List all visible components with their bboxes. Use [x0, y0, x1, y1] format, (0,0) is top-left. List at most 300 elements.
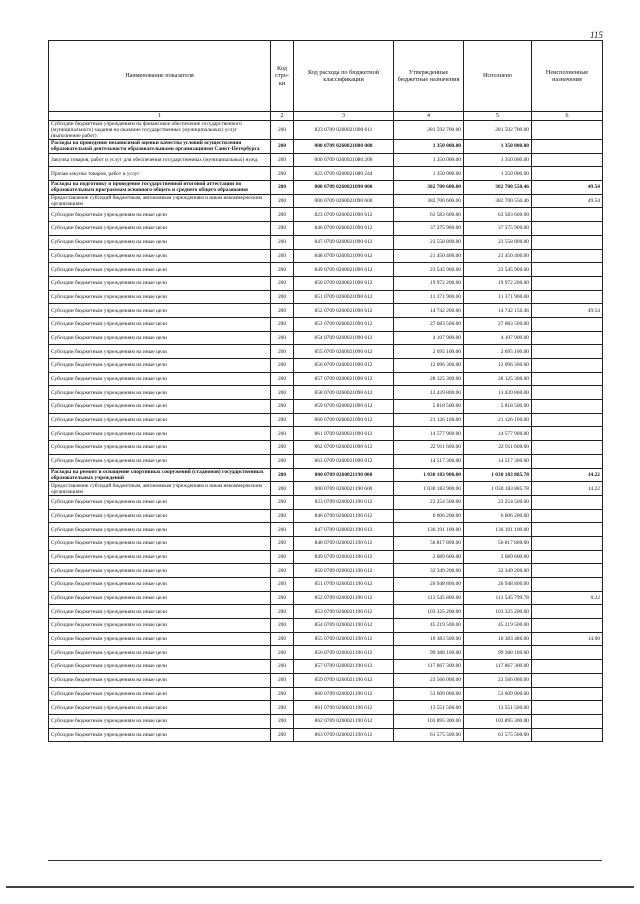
row-executed: 103 325 200.00 [464, 605, 532, 619]
table-row [49, 441, 603, 455]
row-approved: 14 742 200.00 [394, 304, 464, 318]
table-row [49, 276, 603, 290]
row-approved: 1 030 183 900.00 [394, 468, 464, 482]
row-unexecuted [532, 167, 603, 181]
row-line-code: 200 [271, 208, 294, 222]
row-executed: 14 742 150.46 [464, 304, 532, 318]
row-name: Субсидии бюджетным учреждениям на иные цели [49, 304, 271, 318]
row-unexecuted [532, 331, 603, 345]
row-executed: 281 592 700.00 [464, 121, 532, 140]
row-line-code: 200 [271, 222, 294, 236]
row-line-code: 200 [271, 714, 294, 728]
row-approved: 19 972 200.00 [394, 276, 464, 290]
row-executed: 6 006 200.00 [464, 509, 532, 523]
row-unexecuted [532, 386, 603, 400]
table-row [49, 400, 603, 414]
row-line-code: 200 [271, 304, 294, 318]
row-unexecuted [532, 413, 603, 427]
page-number: 115 [590, 30, 603, 40]
row-executed: 23 545 900.00 [464, 263, 532, 277]
row-name: Субсидии бюджетным учреждениям на иные цели [49, 550, 271, 564]
row-executed: 13 551 500.00 [464, 701, 532, 715]
row-line-code: 200 [271, 536, 294, 550]
row-executed: 13 439 800.00 [464, 386, 532, 400]
row-budget-code: 849 0709 0260021190 612 [294, 550, 394, 564]
row-budget-code: 000 0709 0260021190 000 [294, 468, 394, 482]
table-row [49, 290, 603, 304]
row-name: Субсидии бюджетным учреждениям на иные цели [49, 591, 271, 605]
row-executed: 117 867 300.00 [464, 660, 532, 674]
row-name: Субсидии бюджетным учреждениям на иные цели [49, 660, 271, 674]
table-row [49, 359, 603, 373]
row-line-code: 200 [271, 153, 294, 167]
row-unexecuted [532, 687, 603, 701]
row-budget-code: 000 0709 0260021190 600 [294, 482, 394, 496]
row-line-code: 200 [271, 646, 294, 660]
table-row [49, 167, 603, 181]
row-approved: 23 558 800.00 [394, 235, 464, 249]
footer-rule [6, 886, 634, 888]
row-name: Субсидии бюджетным учреждениям на иные цели [49, 208, 271, 222]
row-approved: 45 219 500.00 [394, 619, 464, 633]
row-unexecuted: 0.22 [532, 591, 603, 605]
table-row [49, 331, 603, 345]
table-row [49, 317, 603, 331]
row-name: Расходы на подготовку и проведение государственной итоговой аттестации по образовательным программам основного общего и среднего общего образования [49, 181, 271, 195]
row-line-code: 200 [271, 181, 294, 195]
row-executed: 382 700 550.46 [464, 194, 532, 208]
row-budget-code: 847 0709 0260021090 612 [294, 235, 394, 249]
table-row [49, 386, 603, 400]
row-line-code: 200 [271, 509, 294, 523]
row-line-code: 200 [271, 400, 294, 414]
column-number: 3 [294, 112, 394, 121]
row-approved: 13 551 500.00 [394, 701, 464, 715]
row-approved: 53 609 000.00 [394, 687, 464, 701]
row-executed: 103 895 300.00 [464, 714, 532, 728]
row-name: Субсидии бюджетным учреждениям на иные цели [49, 687, 271, 701]
row-approved: 11 371 900.00 [394, 290, 464, 304]
row-unexecuted [532, 427, 603, 441]
table-row [49, 140, 603, 154]
column-number: 5 [464, 112, 532, 121]
row-budget-code: 849 0709 0260021090 612 [294, 263, 394, 277]
row-line-code: 200 [271, 317, 294, 331]
row-executed: 14 577 900.00 [464, 427, 532, 441]
row-line-code: 200 [271, 345, 294, 359]
row-approved: 63 583 600.00 [394, 208, 464, 222]
row-approved: 28 125 300.00 [394, 372, 464, 386]
row-unexecuted [532, 605, 603, 619]
row-line-code: 200 [271, 728, 294, 742]
row-name: Субсидии бюджетным учреждениям на иные цели [49, 714, 271, 728]
row-unexecuted [532, 372, 603, 386]
row-executed: 26 948 800.00 [464, 578, 532, 592]
row-name: Субсидии бюджетным учреждениям на иные цели [49, 605, 271, 619]
table-row [49, 687, 603, 701]
row-unexecuted [532, 249, 603, 263]
row-unexecuted [532, 400, 603, 414]
row-line-code: 200 [271, 290, 294, 304]
row-name: Субсидии бюджетным учреждениям на иные цели [49, 386, 271, 400]
table-row [49, 523, 603, 537]
row-name: Субсидии бюджетным учреждениям на иные цели [49, 345, 271, 359]
row-line-code: 200 [271, 276, 294, 290]
table-row [49, 345, 603, 359]
table-row [49, 564, 603, 578]
row-approved: 103 325 200.00 [394, 605, 464, 619]
row-approved: 4 107 900.00 [394, 331, 464, 345]
row-executed: 1 350 000.00 [464, 140, 532, 154]
table-row [49, 673, 603, 687]
row-line-code: 200 [271, 591, 294, 605]
row-budget-code: 858 0709 0260021090 612 [294, 386, 394, 400]
row-executed: 27 683 500.00 [464, 317, 532, 331]
row-line-code: 200 [271, 632, 294, 646]
column-number-row [49, 112, 603, 121]
row-executed: 10 383 486.00 [464, 632, 532, 646]
row-budget-code: 863 0709 0260021190 612 [294, 728, 394, 742]
row-approved: 2 689 600.00 [394, 550, 464, 564]
row-approved: 12 096 300.00 [394, 359, 464, 373]
row-approved: 61 575 500.00 [394, 728, 464, 742]
row-name: Субсидии бюджетным учреждениям на иные цели [49, 728, 271, 742]
row-executed: 2 689 600.00 [464, 550, 532, 564]
row-budget-code: 851 0709 0260021190 612 [294, 578, 394, 592]
row-executed: 1 030 183 885.78 [464, 482, 532, 496]
row-unexecuted [532, 564, 603, 578]
row-line-code: 200 [271, 167, 294, 181]
row-budget-code: 861 0709 0260021090 612 [294, 427, 394, 441]
row-name: Субсидии бюджетным учреждениям на иные цели [49, 235, 271, 249]
row-executed: 63 583 600.00 [464, 208, 532, 222]
row-unexecuted [532, 495, 603, 509]
row-name: Субсидии бюджетным учреждениям на иные цели [49, 509, 271, 523]
table-row [49, 591, 603, 605]
row-approved: 23 566 000.00 [394, 673, 464, 687]
row-executed: 28 125 300.00 [464, 372, 532, 386]
row-approved: 103 895 300.00 [394, 714, 464, 728]
row-unexecuted [532, 222, 603, 236]
row-name: Субсидии бюджетным учреждениям на иные цели [49, 632, 271, 646]
row-approved: 56 817 800.00 [394, 536, 464, 550]
row-approved: 382 700 600.00 [394, 181, 464, 195]
row-executed: 1 030 183 885.78 [464, 468, 532, 482]
row-executed: 22 911 600.00 [464, 441, 532, 455]
row-approved: 10 383 500.00 [394, 632, 464, 646]
row-budget-code: 848 0709 0260021090 612 [294, 249, 394, 263]
row-budget-code: 856 0709 0260021090 612 [294, 359, 394, 373]
row-executed: 56 817 800.00 [464, 536, 532, 550]
row-budget-code: 857 0709 0260021090 612 [294, 372, 394, 386]
row-approved: 117 867 300.00 [394, 660, 464, 674]
row-approved: 1 350 000.00 [394, 140, 464, 154]
row-budget-code: 848 0709 0260021190 612 [294, 536, 394, 550]
row-name: Расходы на ремонт и оснащение спортивных сооружений (стадионов) государственных образовательных учреждений [49, 468, 271, 482]
column-number: 6 [532, 112, 603, 121]
row-unexecuted [532, 523, 603, 537]
row-unexecuted [532, 345, 603, 359]
table-row [49, 249, 603, 263]
row-approved: 1 350 000.00 [394, 153, 464, 167]
row-name: Субсидии бюджетным учреждениям на иные цели [49, 359, 271, 373]
row-line-code: 200 [271, 523, 294, 537]
row-unexecuted: 14.22 [532, 468, 603, 482]
row-executed: 21 126 100.00 [464, 413, 532, 427]
row-approved: 1 350 000.00 [394, 167, 464, 181]
row-approved: 382 700 600.00 [394, 194, 464, 208]
row-budget-code: 860 0709 0260021090 612 [294, 413, 394, 427]
row-unexecuted: 49.54 [532, 194, 603, 208]
row-budget-code: 846 0709 0260021190 612 [294, 509, 394, 523]
row-approved: 14 577 900.00 [394, 427, 464, 441]
row-budget-code: 861 0709 0260021190 612 [294, 701, 394, 715]
row-unexecuted [532, 276, 603, 290]
row-executed: 5 818 500.00 [464, 400, 532, 414]
row-name: Субсидии бюджетным учреждениям на иные цели [49, 523, 271, 537]
row-executed: 32 349 200.00 [464, 564, 532, 578]
row-approved: 32 349 200.00 [394, 564, 464, 578]
row-name: Субсидии бюджетным учреждениям на иные цели [49, 619, 271, 633]
row-unexecuted [532, 660, 603, 674]
row-name: Субсидии бюджетным учреждениям на иные цели [49, 222, 271, 236]
row-line-code: 200 [271, 386, 294, 400]
row-line-code: 200 [271, 331, 294, 345]
row-name: Предоставление субсидий бюджетным, автономным учреждениям и иным некоммерческим организациям [49, 482, 271, 496]
row-name: Субсидии бюджетным учреждениям на иные цели [49, 276, 271, 290]
row-budget-code: 852 0709 0260021090 612 [294, 304, 394, 318]
table-row [49, 482, 603, 496]
column-number: 2 [271, 112, 294, 121]
row-budget-code: 823 0709 0260021080 244 [294, 167, 394, 181]
table-row [49, 208, 603, 222]
row-unexecuted [532, 701, 603, 715]
row-unexecuted: 14.00 [532, 632, 603, 646]
row-name: Предоставление субсидий бюджетным, автономным учреждениям и иным некоммерческим организациям [49, 194, 271, 208]
row-unexecuted [532, 208, 603, 222]
row-budget-code: 850 0709 0260021190 612 [294, 564, 394, 578]
row-executed: 45 219 500.00 [464, 619, 532, 633]
table-row [49, 372, 603, 386]
budget-execution-table [48, 40, 603, 742]
row-budget-code: 851 0709 0260021090 612 [294, 290, 394, 304]
row-name: Субсидии бюджетным учреждениям на иные цели [49, 646, 271, 660]
row-executed: 53 609 000.00 [464, 687, 532, 701]
row-name: Субсидии бюджетным учреждениям на иные цели [49, 317, 271, 331]
row-line-code: 200 [271, 249, 294, 263]
table-row [49, 468, 603, 482]
row-executed: 1 350 000.00 [464, 153, 532, 167]
table-row [49, 536, 603, 550]
row-executed: 12 096 300.00 [464, 359, 532, 373]
row-unexecuted [532, 578, 603, 592]
row-budget-code: 000 0709 0260021080 000 [294, 140, 394, 154]
row-line-code: 200 [271, 578, 294, 592]
row-approved: 2 695 100.00 [394, 345, 464, 359]
row-budget-code: 847 0709 0260021190 612 [294, 523, 394, 537]
row-approved: 113 545 800.00 [394, 591, 464, 605]
table-row [49, 222, 603, 236]
table-row [49, 701, 603, 715]
row-approved: 5 818 500.00 [394, 400, 464, 414]
bottom-rule [48, 860, 602, 861]
row-name: Субсидии бюджетным учреждениям на иные цели [49, 372, 271, 386]
row-unexecuted: 49.54 [532, 304, 603, 318]
row-line-code: 200 [271, 359, 294, 373]
row-unexecuted [532, 290, 603, 304]
table-row [49, 509, 603, 523]
row-name: Субсидии бюджетным учреждениям на иные цели [49, 441, 271, 455]
row-executed: 99 388 100.00 [464, 646, 532, 660]
row-line-code: 200 [271, 235, 294, 249]
row-name: Субсидии бюджетным учреждениям на иные цели [49, 263, 271, 277]
row-budget-code: 862 0709 0260021090 612 [294, 441, 394, 455]
row-name: Субсидии бюджетным учреждениям на иные цели [49, 413, 271, 427]
row-unexecuted [532, 441, 603, 455]
row-unexecuted [532, 728, 603, 742]
row-budget-code: 853 0709 0260021090 612 [294, 317, 394, 331]
row-line-code: 200 [271, 140, 294, 154]
row-line-code: 200 [271, 372, 294, 386]
row-line-code: 200 [271, 673, 294, 687]
table-row [49, 263, 603, 277]
row-budget-code: 853 0709 0260021190 612 [294, 605, 394, 619]
row-line-code: 200 [271, 687, 294, 701]
row-unexecuted [532, 140, 603, 154]
row-approved: 22 911 600.00 [394, 441, 464, 455]
row-budget-code: 846 0709 0260021090 612 [294, 222, 394, 236]
row-line-code: 200 [271, 454, 294, 468]
row-executed: 136 191 100.00 [464, 523, 532, 537]
row-unexecuted: 49.54 [532, 181, 603, 195]
row-budget-code: 823 0709 0260021090 612 [294, 208, 394, 222]
row-unexecuted [532, 263, 603, 277]
row-line-code: 200 [271, 263, 294, 277]
row-name: Субсидии бюджетным учреждениям на иные цели [49, 400, 271, 414]
table-row [49, 660, 603, 674]
row-approved: 136 191 100.00 [394, 523, 464, 537]
row-approved: 99 388 100.00 [394, 646, 464, 660]
header-row [49, 41, 603, 112]
table-body [49, 121, 603, 742]
header-executed: Исполнено [464, 41, 532, 112]
row-unexecuted [532, 673, 603, 687]
row-budget-code: 823 0709 0260021190 612 [294, 495, 394, 509]
table-row [49, 153, 603, 167]
table-row [49, 194, 603, 208]
header-line-code: Код стро-ки [271, 41, 294, 112]
row-name: Субсидии бюджетным учреждениям на иные цели [49, 290, 271, 304]
table-row [49, 121, 603, 140]
row-unexecuted [532, 454, 603, 468]
row-budget-code: 860 0709 0260021190 612 [294, 687, 394, 701]
row-executed: 23 566 000.00 [464, 673, 532, 687]
row-executed: 23 558 800.00 [464, 235, 532, 249]
row-line-code: 200 [271, 121, 294, 140]
table-row [49, 427, 603, 441]
row-executed: 382 700 550.46 [464, 181, 532, 195]
row-line-code: 200 [271, 194, 294, 208]
row-name: Субсидии бюджетным учреждениям на иные цели [49, 701, 271, 715]
header-approved: Утвержденные бюджетные назначения [394, 41, 464, 112]
table-row [49, 454, 603, 468]
row-executed: 61 575 500.00 [464, 728, 532, 742]
row-approved: 21 126 100.00 [394, 413, 464, 427]
row-unexecuted: 14.22 [532, 482, 603, 496]
row-budget-code: 854 0709 0260021090 612 [294, 331, 394, 345]
row-executed: 19 972 200.00 [464, 276, 532, 290]
row-name: Субсидии бюджетным учреждениям на финансовое обеспечение государственного (муниципального) задания на оказание государственных (муниципальных) услуг (выполнение работ) [49, 121, 271, 140]
row-approved: 281 592 700.00 [394, 121, 464, 140]
row-name: Субсидии бюджетным учреждениям на иные цели [49, 249, 271, 263]
row-name: Субсидии бюджетным учреждениям на иные цели [49, 495, 271, 509]
table-row [49, 632, 603, 646]
row-budget-code: 852 0709 0260021190 612 [294, 591, 394, 605]
header-indicator-name: Наименование показателя [49, 41, 271, 112]
row-unexecuted [532, 235, 603, 249]
row-executed: 11 371 900.00 [464, 290, 532, 304]
row-approved: 13 439 800.00 [394, 386, 464, 400]
row-budget-code: 000 0709 0260021090 600 [294, 194, 394, 208]
table-row [49, 605, 603, 619]
row-name: Расходы на проведение независимой оценки качества условий осуществления образовательной деятельности образовательными организациями Санкт-Петербурга [49, 140, 271, 154]
row-approved: 21 450 400.00 [394, 249, 464, 263]
row-budget-code: 000 0709 0260021090 000 [294, 181, 394, 195]
row-approved: 23 254 500.00 [394, 495, 464, 509]
row-name: Субсидии бюджетным учреждениям на иные цели [49, 454, 271, 468]
row-budget-code: 859 0709 0260021190 612 [294, 673, 394, 687]
row-name: Субсидии бюджетным учреждениям на иные цели [49, 331, 271, 345]
row-unexecuted [532, 121, 603, 140]
row-executed: 113 545 799.78 [464, 591, 532, 605]
row-unexecuted [532, 536, 603, 550]
table-row [49, 646, 603, 660]
table-row [49, 578, 603, 592]
table-row [49, 235, 603, 249]
row-unexecuted [532, 550, 603, 564]
column-number: 1 [49, 112, 271, 121]
table-row [49, 619, 603, 633]
row-budget-code: 823 0709 0260021000 611 [294, 121, 394, 140]
row-unexecuted [532, 619, 603, 633]
table-row [49, 413, 603, 427]
row-name: Субсидии бюджетным учреждениям на иные цели [49, 673, 271, 687]
row-line-code: 200 [271, 701, 294, 715]
header-budget-code: Код расхода по бюджетной классификации [294, 41, 394, 112]
row-name: Прочая закупка товаров, работ и услуг [49, 167, 271, 181]
row-executed: 23 254 500.00 [464, 495, 532, 509]
row-budget-code: 855 0709 0260021190 612 [294, 632, 394, 646]
row-name: Субсидии бюджетным учреждениям на иные цели [49, 564, 271, 578]
row-budget-code: 000 0709 0260021080 200 [294, 153, 394, 167]
row-line-code: 200 [271, 468, 294, 482]
table-row [49, 304, 603, 318]
row-name: Субсидии бюджетным учреждениям на иные цели [49, 578, 271, 592]
row-approved: 23 545 900.00 [394, 263, 464, 277]
row-executed: 2 695 100.00 [464, 345, 532, 359]
row-line-code: 200 [271, 441, 294, 455]
row-executed: 14 517 300.00 [464, 454, 532, 468]
row-approved: 27 683 500.00 [394, 317, 464, 331]
row-unexecuted [532, 359, 603, 373]
table-row [49, 495, 603, 509]
row-unexecuted [532, 509, 603, 523]
row-budget-code: 856 0709 0260021190 612 [294, 646, 394, 660]
row-line-code: 200 [271, 550, 294, 564]
row-budget-code: 859 0709 0260021090 612 [294, 400, 394, 414]
row-name: Субсидии бюджетным учреждениям на иные цели [49, 536, 271, 550]
table-row [49, 181, 603, 195]
